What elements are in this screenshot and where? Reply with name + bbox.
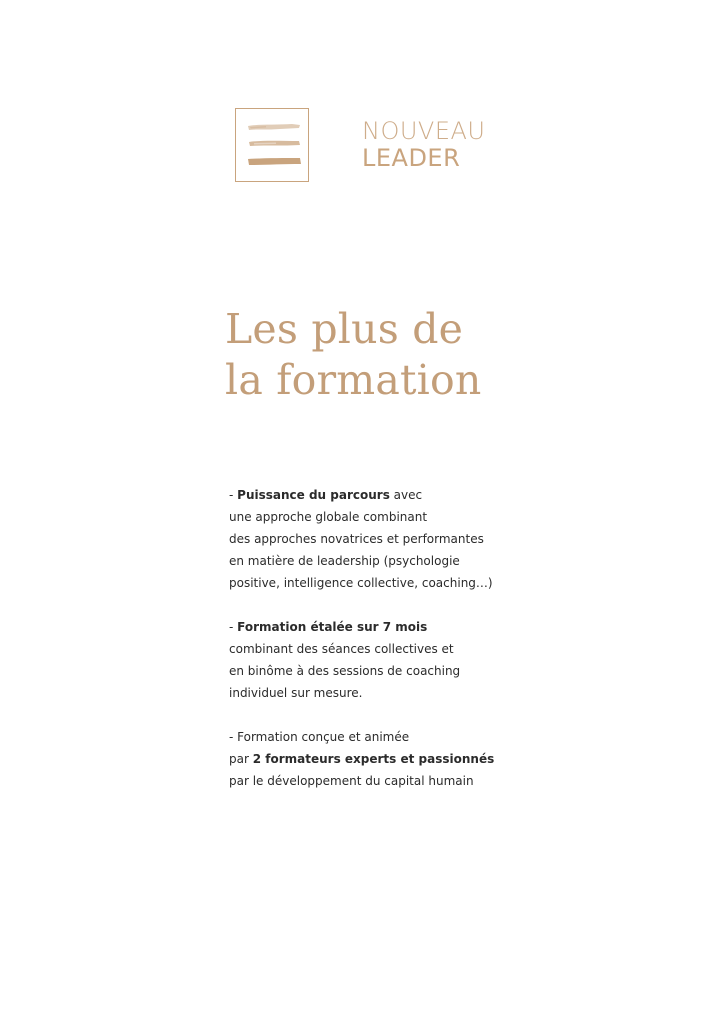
benefit-line-prefix: -	[229, 488, 238, 502]
benefit-line: par le développement du capital humain	[229, 774, 474, 788]
benefit-line: combinant des séances collectives et	[229, 642, 454, 656]
benefit-highlight: 2 formateurs experts et passionnés	[252, 752, 495, 766]
benefit-highlight: Formation étalée sur 7 mois	[237, 620, 428, 634]
benefit-line-prefix: -	[229, 620, 238, 634]
logo-emblem	[235, 108, 309, 182]
benefit-line	[229, 616, 529, 638]
brush-strokes-icon	[236, 109, 310, 183]
benefit-item	[229, 726, 529, 792]
benefit-item	[229, 616, 529, 704]
brand-line-leader: LEADER	[362, 144, 461, 172]
benefit-line: - Formation conçue et animée	[229, 730, 410, 744]
benefit-line-suffix: avec	[389, 488, 423, 502]
benefits-list	[229, 484, 529, 814]
brand-wordmark	[362, 118, 485, 172]
benefit-line-prefix: par	[229, 752, 253, 766]
benefit-line: en matière de leadership (psychologie	[229, 554, 460, 568]
title-line-1: Les plus de	[225, 305, 464, 353]
benefit-line: en binôme à des sessions de coaching	[229, 664, 461, 678]
brand-line-nouveau: NOUVEAU	[362, 117, 486, 145]
benefit-highlight: Puissance du parcours	[237, 488, 390, 502]
benefit-item	[229, 484, 529, 594]
benefit-line: positive, intelligence collective, coaching…)	[229, 576, 493, 590]
benefit-line	[229, 484, 529, 506]
benefit-line	[229, 748, 529, 770]
page-title	[225, 304, 481, 406]
benefit-line: une approche globale combinant	[229, 510, 428, 524]
benefit-line: des approches novatrices et performantes	[229, 532, 484, 546]
title-line-2: la formation	[225, 356, 482, 404]
benefit-line: individuel sur mesure.	[229, 686, 363, 700]
